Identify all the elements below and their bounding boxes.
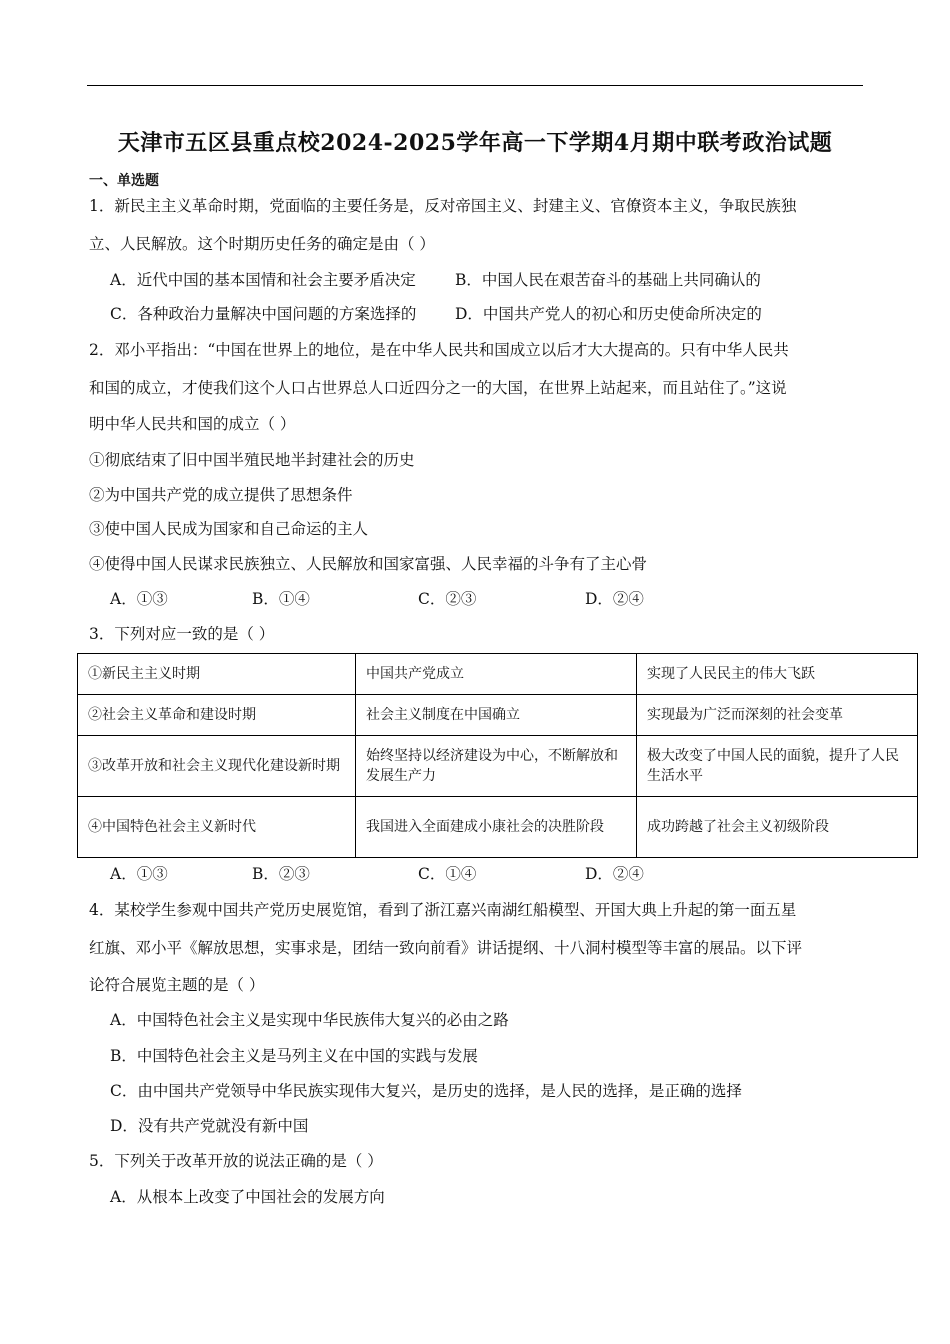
q3-option-b: B．②③ xyxy=(252,865,310,883)
q3-option-d: D．②④ xyxy=(585,865,644,883)
table-cell: 成功跨越了社会主义初级阶段 xyxy=(637,797,918,858)
q1-stem-line1: 1．新民主主义革命时期，党面临的主要任务是，反对帝国主义、封建主义、官僚资本主义，争取民族独 xyxy=(89,197,797,215)
table-cell: ①新民主主义时期 xyxy=(78,654,356,695)
section-heading: 一、单选题 xyxy=(89,173,159,189)
q2-option-b: B．①④ xyxy=(252,590,310,608)
q2-statement-2: ②为中国共产党的成立提供了思想条件 xyxy=(89,486,353,504)
q2-stem-line2: 和国的成立，才使我们这个人口占世界总人口近四分之一的大国，在世界上站起来，而且站住了。”这说 xyxy=(89,379,787,397)
q1-stem-line2: 立、人民解放。这个时期历史任务的确定是由（ ） xyxy=(89,235,435,253)
table-cell: 实现了人民民主的伟大飞跃 xyxy=(637,654,918,695)
table-cell: 中国共产党成立 xyxy=(356,654,637,695)
q4-stem-line3: 论符合展览主题的是（ ） xyxy=(89,976,265,994)
q2-option-a: A．①③ xyxy=(110,590,168,608)
q4-stem-line2: 红旗、邓小平《解放思想，实事求是，团结一致向前看》讲话提纲、十八洞村模型等丰富的展品。以下评 xyxy=(89,939,803,957)
q3-option-c: C．①④ xyxy=(418,865,477,883)
q2-stem-line3: 明中华人民共和国的成立（ ） xyxy=(89,415,296,433)
q5-option-a: A．从根本上改变了中国社会的发展方向 xyxy=(110,1188,385,1206)
table-cell: 社会主义制度在中国确立 xyxy=(356,695,637,736)
q3-option-a: A．①③ xyxy=(110,865,168,883)
q5-stem: 5．下列关于改革开放的说法正确的是（ ） xyxy=(89,1152,383,1170)
header-rule xyxy=(87,85,863,86)
q4-option-a: A．中国特色社会主义是实现中华民族伟大复兴的必由之路 xyxy=(110,1011,509,1029)
q4-option-c: C．由中国共产党领导中华民族实现伟大复兴，是历史的选择，是人民的选择，是正确的选择 xyxy=(110,1082,742,1100)
q3-stem: 3．下列对应一致的是（ ） xyxy=(89,625,275,643)
q2-statement-3: ③使中国人民成为国家和自己命运的主人 xyxy=(89,520,369,538)
q1-option-c: C．各种政治力量解决中国问题的方案选择的 xyxy=(110,305,417,323)
page-title: 天津市五区县重点校2024-2025学年高一下学期4月期中联考政治试题 xyxy=(117,130,833,156)
q4-option-b: B．中国特色社会主义是马列主义在中国的实践与发展 xyxy=(110,1047,478,1065)
table-cell: ③改革开放和社会主义现代化建设新时期 xyxy=(78,736,356,797)
q1-option-b: B．中国人民在艰苦奋斗的基础上共同确认的 xyxy=(455,271,761,289)
table-cell: 始终坚持以经济建设为中心，不断解放和发展生产力 xyxy=(356,736,637,797)
table-cell: 实现最为广泛而深刻的社会变革 xyxy=(637,695,918,736)
q2-statement-1: ①彻底结束了旧中国半殖民地半封建社会的历史 xyxy=(89,451,415,469)
q2-statement-4: ④使得中国人民谋求民族独立、人民解放和国家富强、人民幸福的斗争有了主心骨 xyxy=(89,555,648,573)
q2-option-c: C．②③ xyxy=(418,590,477,608)
table-row xyxy=(78,695,918,736)
q1-option-d: D．中国共产党人的初心和历史使命所决定的 xyxy=(455,305,762,323)
table-row xyxy=(78,654,918,695)
table-row xyxy=(78,736,918,797)
q1-option-a: A．近代中国的基本国情和社会主要矛盾决定 xyxy=(110,271,416,289)
table-cell: ④中国特色社会主义新时代 xyxy=(78,797,356,858)
q2-option-d: D．②④ xyxy=(585,590,644,608)
table-row xyxy=(78,797,918,858)
table-cell: 极大改变了中国人民的面貌，提升了人民生活水平 xyxy=(637,736,918,797)
q4-option-d: D．没有共产党就没有新中国 xyxy=(110,1117,309,1135)
table-cell: ②社会主义革命和建设时期 xyxy=(78,695,356,736)
q3-table xyxy=(77,653,918,858)
table-cell: 我国进入全面建成小康社会的决胜阶段 xyxy=(356,797,637,858)
q4-stem-line1: 4．某校学生参观中国共产党历史展览馆，看到了浙江嘉兴南湖红船模型、开国大典上升起的第一面五星 xyxy=(89,901,797,919)
q2-stem-line1: 2．邓小平指出：“中国在世界上的地位，是在中华人民共和国成立以后才大大提高的。只有中华人民共 xyxy=(89,341,789,359)
